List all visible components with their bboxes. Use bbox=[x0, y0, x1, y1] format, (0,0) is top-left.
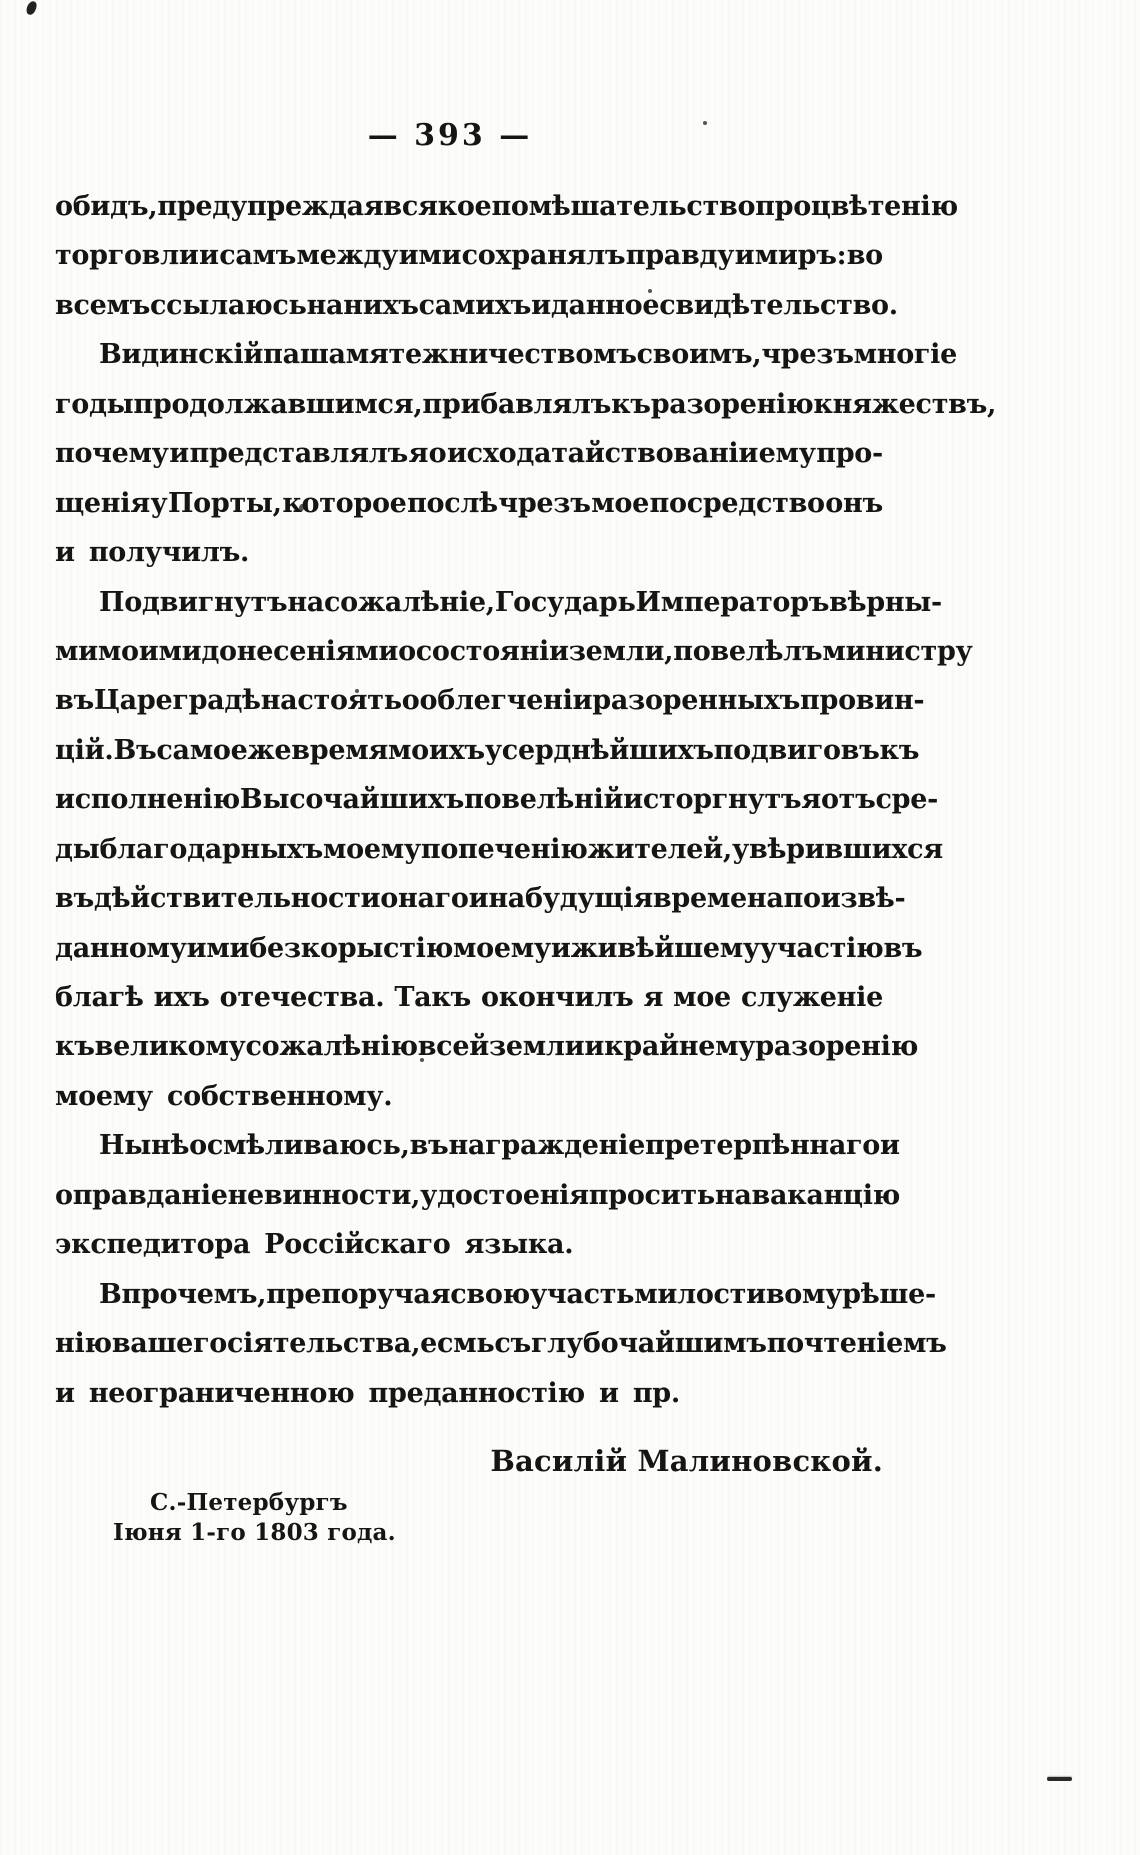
text-line: моему собственному. bbox=[55, 1080, 393, 1112]
text-line: годы продолжавшимся, прибавлялъ къ разоренію княжествъ, bbox=[55, 388, 997, 420]
text-line: исполненію Высочайшихъ повелѣній исторгнутъ я отъ сре- bbox=[55, 784, 939, 816]
dateline-date: Іюня 1-го 1803 года. bbox=[113, 1519, 396, 1546]
scan-bottom-dash bbox=[1047, 1777, 1072, 1781]
page-number: — 393 — bbox=[367, 118, 533, 153]
text-line: Впрочемъ, препоручая свою участь милостивому рѣше- bbox=[99, 1278, 936, 1310]
text-line: и получилъ. bbox=[55, 537, 250, 569]
text-line: ми моими донесеніями о состояніи земли, повелѣлъ министру bbox=[55, 635, 973, 667]
text-line: данному ими безкорыстію моему и живѣйшему участію въ bbox=[55, 932, 923, 964]
text-line: нію вашего сіятельства, есмь съ глубочайшимъ почтеніемъ bbox=[55, 1328, 947, 1360]
body-text bbox=[55, 182, 997, 1418]
text-line: почему и представлялъ я о исходатайствованіи ему про- bbox=[55, 438, 883, 470]
text-line: Нынѣ осмѣливаюсь, въ награжденіе претерпѣннаго и bbox=[99, 1130, 900, 1162]
text-line: обидъ, предупреждая всякое помѣшательство процвѣтенію bbox=[55, 191, 958, 222]
text-line: оправданіе невинности, удостоенія просить на ваканцію bbox=[55, 1179, 901, 1211]
text-line: щенія у Порты, которое послѣ чрезъ мое посредство онъ bbox=[55, 487, 883, 519]
text-line: въ Цареградѣ настоять о облегченіи разоренныхъ провин- bbox=[55, 685, 925, 717]
text-line: всемъ ссылаюсь на нихъ самихъ и данное свидѣтельство. bbox=[55, 289, 898, 321]
text-line: торговли и самъ между ими сохранялъ правду и миръ: во bbox=[55, 240, 883, 272]
dateline-place: С.-Петербургъ bbox=[150, 1489, 348, 1516]
scan-corner-mark bbox=[25, 0, 38, 16]
text-line: Видинскій паша мятежничествомъ своимъ, чрезъ многіе bbox=[99, 339, 958, 371]
text-line: и неограниченною преданностію и пр. bbox=[55, 1377, 680, 1409]
text-line: экспедитора Россійскаго языка. bbox=[55, 1229, 574, 1261]
text-line: Подвигнутъ на сожалѣніе, Государь Императоръ вѣрны- bbox=[99, 586, 942, 618]
text-line: цій. Въ самое же время моихъ усерднѣйшихъ подвиговъ къ bbox=[55, 734, 920, 766]
text-line: къ великому сожалѣнію всей земли и крайнему разоренію bbox=[55, 1031, 918, 1063]
text-line: благѣ ихъ отечества. Такъ окончилъ я мое служеніе bbox=[55, 982, 883, 1013]
text-line: въ дѣйствительности онаго и на будущія времена по извѣ- bbox=[55, 883, 906, 915]
signature: Василій Малиновской. bbox=[490, 1444, 883, 1478]
text-line: ды благодарныхъ моему попеченію жителей, увѣрившихся bbox=[55, 833, 943, 865]
